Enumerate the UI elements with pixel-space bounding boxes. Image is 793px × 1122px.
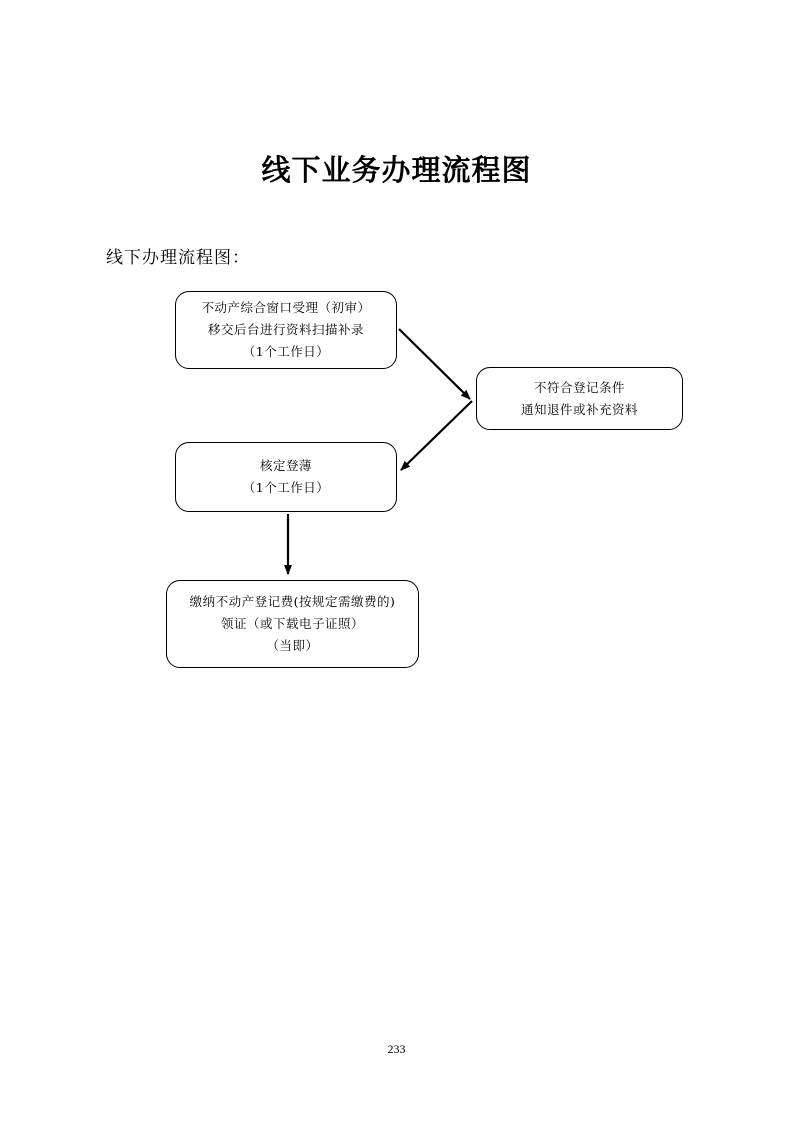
flow-node-reject	[476, 367, 683, 430]
flow-node-line: 通知退件或补充资料	[520, 401, 638, 417]
flow-node-intake	[175, 291, 397, 369]
flow-node-line: 不符合登记条件	[533, 379, 625, 395]
flow-node-line: 核定登薄	[259, 458, 312, 474]
flow-node-line: （1个工作日）	[242, 343, 330, 359]
edge-intake-to-reject	[399, 329, 470, 399]
flow-node-line: 领证（或下载电子证照）	[220, 616, 364, 632]
flow-node-line: （当即）	[266, 637, 319, 653]
flow-node-payment	[166, 580, 419, 668]
page-number: 233	[387, 1042, 406, 1056]
flow-node-line: 不动产综合窗口受理（初审）	[201, 300, 371, 316]
page-title: 线下业务办理流程图	[261, 153, 532, 187]
flow-node-line: 缴纳不动产登记费(按规定需缴费的)	[189, 594, 396, 610]
section-subtitle: 线下办理流程图：	[106, 248, 250, 268]
flow-node-line: （1个工作日）	[242, 480, 330, 495]
flow-node-line: 移交后台进行资料扫描补录	[207, 322, 364, 338]
edge-approve-to-reject	[401, 401, 472, 470]
flow-node-approve	[175, 442, 397, 512]
